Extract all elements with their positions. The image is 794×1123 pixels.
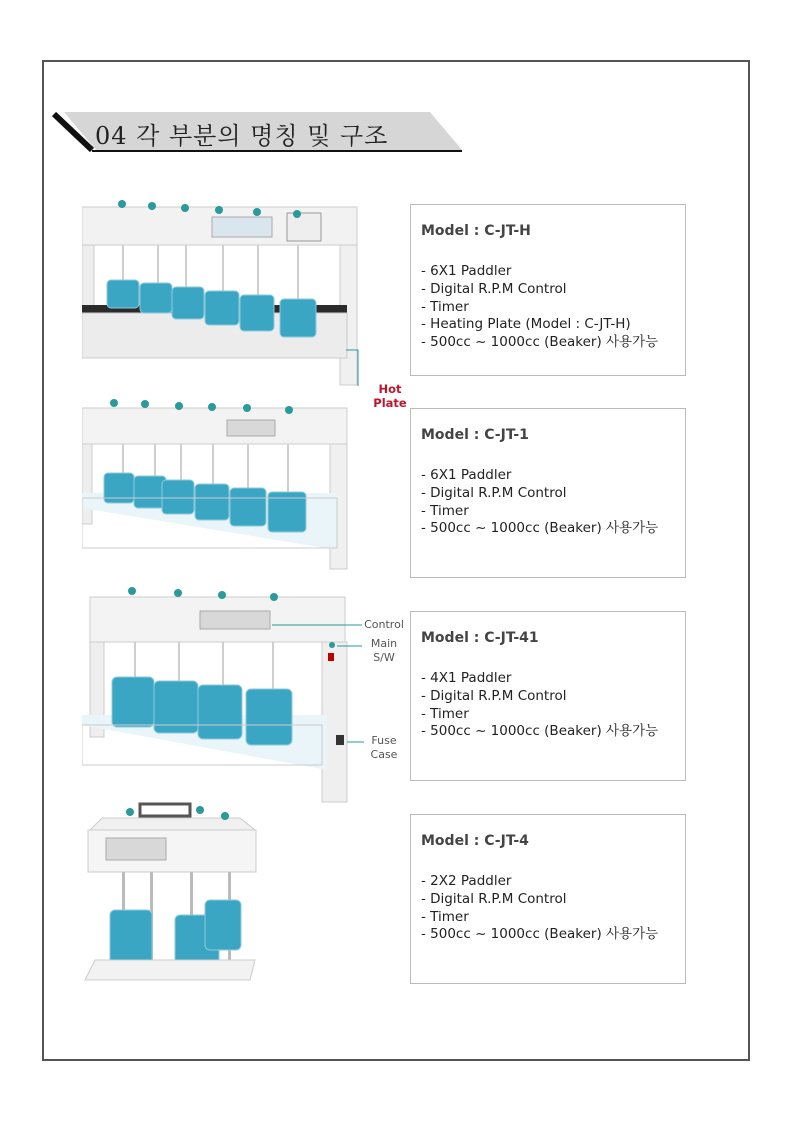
spec-card-c-jt-h bbox=[410, 204, 686, 376]
product-image-c-jt-1 bbox=[82, 398, 357, 578]
product-image-c-jt-h bbox=[82, 195, 372, 395]
model-name: Model : C-JT-1 bbox=[421, 427, 529, 443]
product-image-c-jt-4 bbox=[80, 800, 260, 990]
section-header bbox=[50, 110, 470, 155]
fuse-case-label bbox=[362, 734, 406, 762]
main-switch-label bbox=[362, 637, 406, 665]
model-name: Model : C-JT-41 bbox=[421, 630, 539, 646]
spec-item: - 4X1 Paddler bbox=[421, 670, 512, 686]
callout-leader-lines bbox=[272, 618, 367, 758]
control-label: Control bbox=[364, 618, 404, 631]
spec-list bbox=[421, 467, 658, 538]
main-sw-text: Main S/W bbox=[370, 637, 398, 664]
spec-list bbox=[421, 670, 658, 741]
spec-item: - 500cc ~ 1000cc (Beaker) 사용가능 bbox=[421, 520, 659, 537]
spec-item: - 2X2 Paddler bbox=[421, 873, 512, 889]
spec-item: - 6X1 Paddler bbox=[421, 263, 512, 279]
spec-item: - Digital R.P.M Control bbox=[421, 280, 567, 297]
spec-list bbox=[421, 873, 658, 944]
spec-item: - Timer bbox=[421, 502, 469, 519]
spec-item: - 500cc ~ 1000cc (Beaker) 사용가능 bbox=[421, 926, 659, 943]
hot-plate-label: Hot Plate bbox=[373, 382, 407, 410]
spec-item: - Heating Plate (Model : C-JT-H) bbox=[421, 316, 631, 333]
model-name: Model : C-JT-4 bbox=[421, 833, 529, 849]
spec-card-c-jt-1 bbox=[410, 408, 686, 578]
spec-item: - Digital R.P.M Control bbox=[421, 484, 567, 501]
spec-item: - 6X1 Paddler bbox=[421, 467, 512, 483]
spec-item: - Timer bbox=[421, 705, 469, 722]
section-title: 04 각 부분의 명칭 및 구조 bbox=[95, 122, 389, 150]
spec-card-c-jt-41 bbox=[410, 611, 686, 781]
fuse-case-text: Fuse Case bbox=[370, 734, 398, 761]
hot-plate-leader-line bbox=[346, 348, 366, 388]
spec-item: - Digital R.P.M Control bbox=[421, 687, 567, 704]
spec-item: - 500cc ~ 1000cc (Beaker) 사용가능 bbox=[421, 334, 659, 351]
spec-item: - Timer bbox=[421, 908, 469, 925]
spec-item: - Timer bbox=[421, 298, 469, 315]
spec-card-c-jt-4 bbox=[410, 814, 686, 984]
spec-item: - 500cc ~ 1000cc (Beaker) 사용가능 bbox=[421, 723, 659, 740]
spec-item: - Digital R.P.M Control bbox=[421, 890, 567, 907]
spec-list bbox=[421, 263, 658, 352]
model-name: Model : C-JT-H bbox=[421, 223, 531, 239]
